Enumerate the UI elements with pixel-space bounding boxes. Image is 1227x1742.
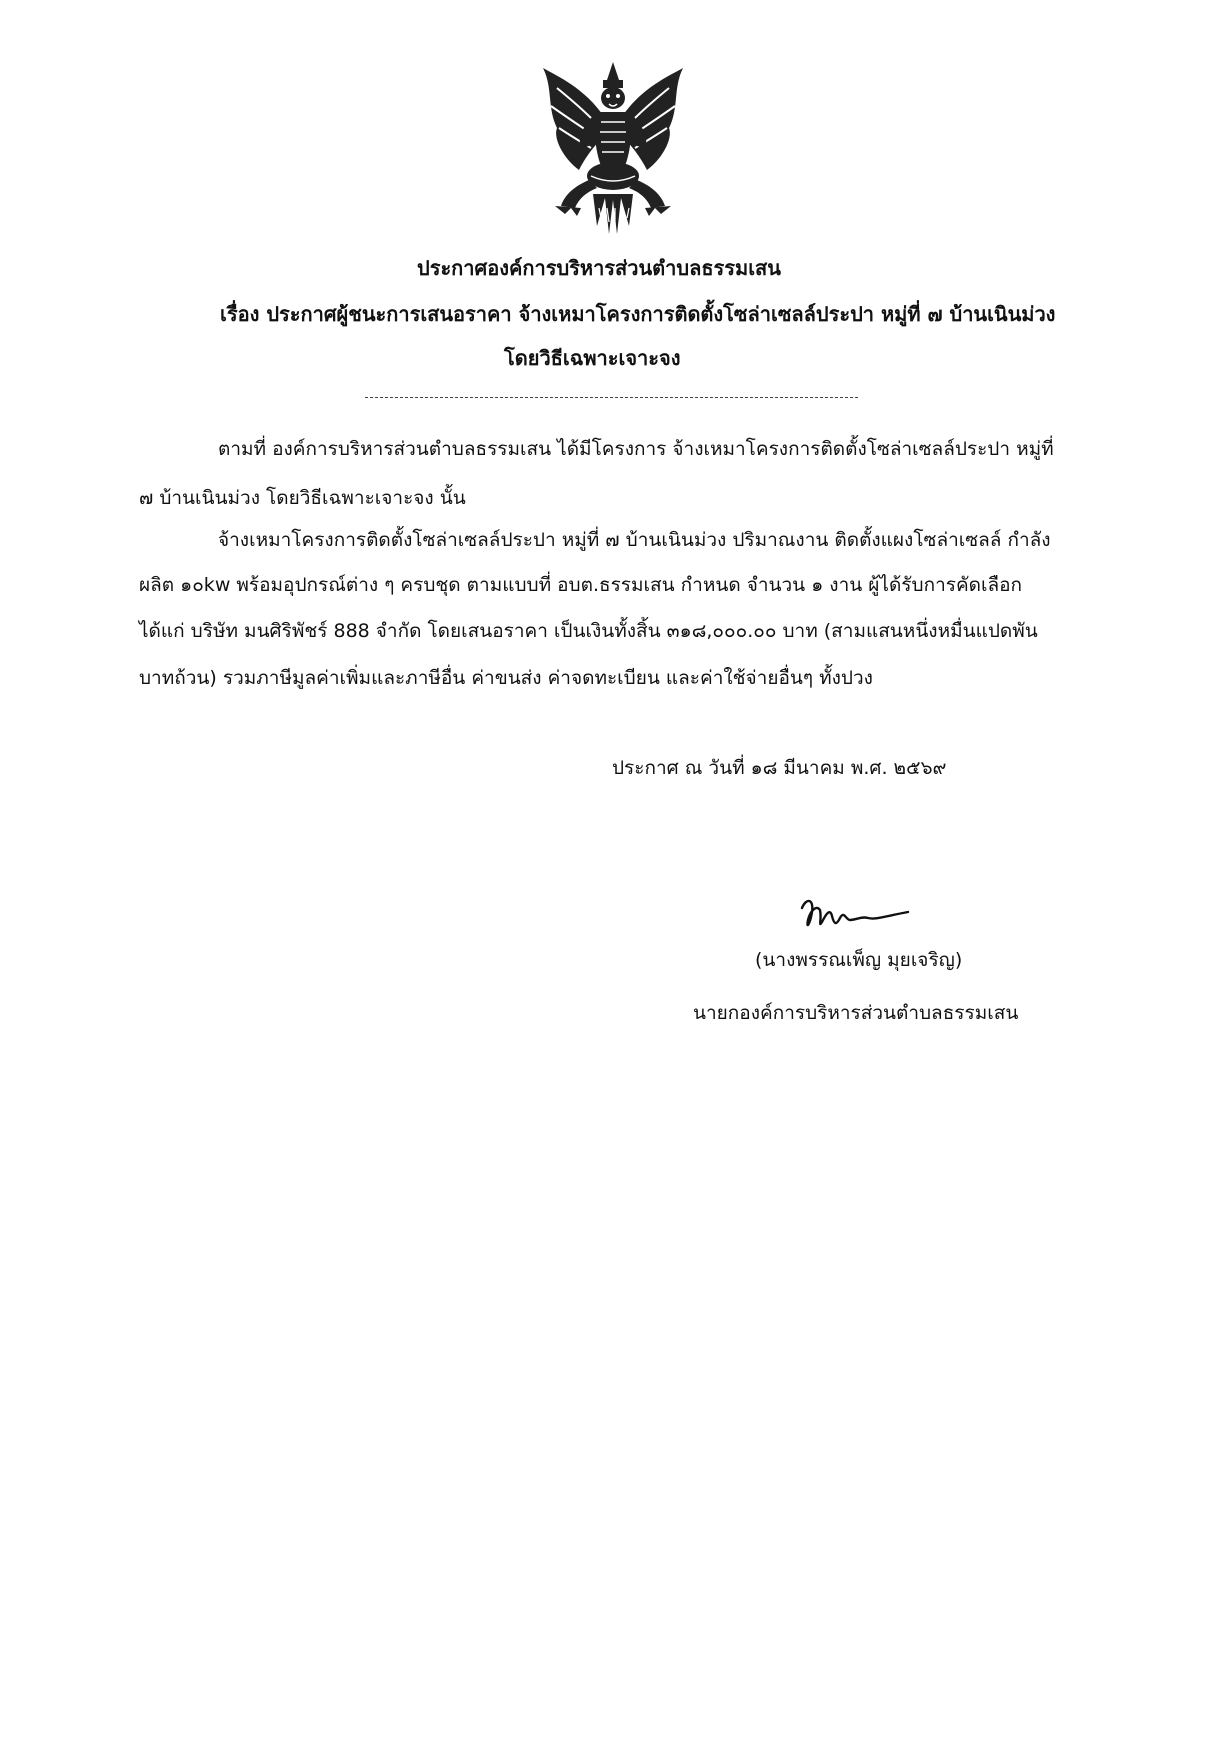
announcement-subject: เรื่อง ประกาศผู้ชนะการเสนอราคา จ้างเหมาโครงการติดตั้งโซล่าเซลล์ประปา หมู่ที่ ๗ บ้านเนินม่วง xyxy=(220,302,1056,326)
garuda-emblem-icon xyxy=(535,58,691,240)
signature-mark xyxy=(796,890,914,940)
paragraph-2-line-1: จ้างเหมาโครงการติดตั้งโซล่าเซลล์ประปา หมู่ที่ ๗ บ้านเนินม่วง ปริมาณงาน ติดตั้งแผงโซล่าเซลล์ กำลัง xyxy=(218,529,1051,551)
signatory-name: (นางพรรณเพ็ญ มุยเจริญ) xyxy=(755,949,963,971)
paragraph-2-line-4: บาทถ้วน) รวมภาษีมูลค่าเพิ่มและภาษีอื่น ค่าขนส่ง ค่าจดทะเบียน และค่าใช้จ่ายอื่นๆ ทั้งปวง xyxy=(139,667,873,689)
announcement-title: ประกาศองค์การบริหารส่วนตำบลธรรมเสน xyxy=(417,256,781,280)
title-divider xyxy=(365,397,858,398)
announcement-date: ประกาศ ณ วันที่ ๑๘ มีนาคม พ.ศ. ๒๕๖๙ xyxy=(612,757,947,779)
paragraph-2-line-3: ได้แก่ บริษัท มนศิริพัชร์ 888 จำกัด โดยเสนอราคา เป็นเงินทั้งสิ้น ๓๑๘,๐๐๐.๐๐ บาท (สามแสนหนึ่งหมื่นแปดพัน xyxy=(139,620,1038,642)
announcement-method: โดยวิธีเฉพาะเจาะจง xyxy=(504,346,681,370)
paragraph-2-line-2: ผลิต ๑๐kw พร้อมอุปกรณ์ต่าง ๆ ครบชุด ตามแบบที่ อบต.ธรรมเสน กำหนด จำนวน ๑ งาน ผู้ได้รับการคัดเลือก xyxy=(139,574,1023,596)
paragraph-1-line-2: ๗ บ้านเนินม่วง โดยวิธีเฉพาะเจาะจง นั้น xyxy=(139,487,466,509)
paragraph-1-line-1: ตามที่ องค์การบริหารส่วนตำบลธรรมเสน ได้มีโครงการ จ้างเหมาโครงการติดตั้งโซล่าเซลล์ประปา หมู่ที่ xyxy=(218,438,1054,460)
signatory-position: นายกองค์การบริหารส่วนตำบลธรรมเสน xyxy=(693,1002,1019,1024)
